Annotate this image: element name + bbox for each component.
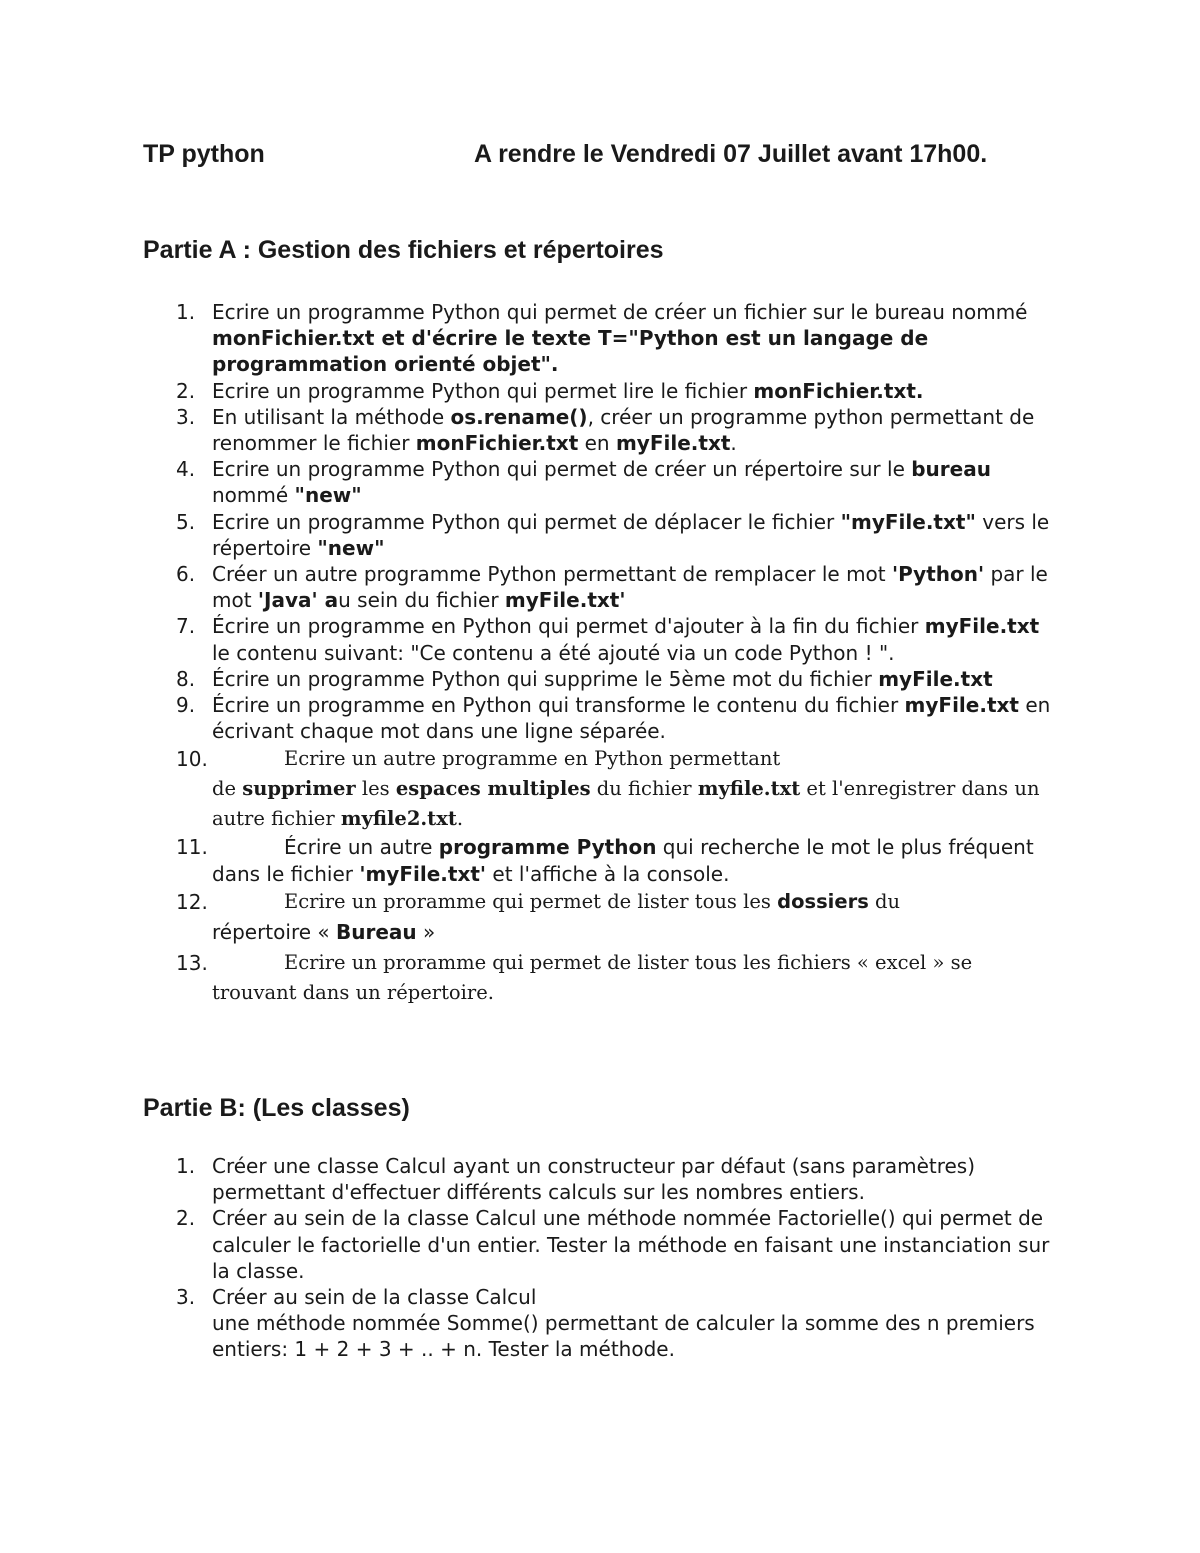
list-item: 1. Ecrire un programme Python qui permet de créer un fichier sur le bureau nommé monFichier.txt et d'écrire le texte T="Python est un langage de programmation orienté objet".: [176, 300, 1028, 377]
item-number: 7.: [176, 614, 196, 639]
item-number: 9.: [176, 693, 196, 718]
item-number: 13.: [176, 950, 208, 975]
list-item: 5. Ecrire un programme Python qui permet de déplacer le fichier "myFile.txt" vers le répertoire "new": [176, 509, 1050, 560]
list-item: 1. Créer une classe Calcul ayant un constructeur par défaut (sans paramètres) permettant d'effectuer différents calculs sur les nombres entiers.: [176, 1154, 976, 1205]
item-number: 4.: [176, 457, 196, 482]
list-item: 7. Écrire un programme en Python qui permet d'ajouter à la fin du fichier myFile.txt le contenu suivant: "Ce contenu a été ajouté via un code Python ! ".: [176, 614, 1040, 665]
item-number: 10.: [176, 747, 208, 772]
list-item: 11. Écrire un autre programme Python qui recherche le mot le plus fréquent dans le fichier 'myFile.txt' et l'affiche à la console.: [176, 835, 1034, 886]
list-item: 12. Ecrire un proramme qui permet de lister tous les dossiers du répertoire « Bureau »: [0, 887, 1060, 948]
list-item: 13. Ecrire un proramme qui permet de lister tous les fichiers « excel » se trouvant dans un répertoire.: [0, 948, 1060, 1008]
item-number: 1.: [176, 1154, 196, 1178]
list-item: 4. Ecrire un programme Python qui permet de créer un répertoire sur le bureau nommé "new": [176, 457, 991, 508]
header-left: TP python: [143, 140, 265, 168]
list-item: 8. Écrire un programme Python qui supprime le 5ème mot du fichier myFile.txt: [176, 666, 993, 691]
list-item: 9. Écrire un programme en Python qui transforme le contenu du fichier myFile.txt en écrivant chaque mot dans une ligne séparée.: [176, 693, 1051, 744]
part-b-list: [0, 1153, 1060, 1363]
list-item: 3. En utilisant la méthode os.rename(), créer un programme python permettant de renommer le fichier monFichier.txt en myFile.txt.: [176, 404, 1035, 456]
list-item: 3. Créer au sein de la classe Calcul une méthode nommée Somme() permettant de calculer la somme des n premiers entiers: 1 + 2 + 3 + .. + n. Tester la méthode.: [176, 1285, 1035, 1362]
item-number: 6.: [176, 562, 196, 587]
list-item: 6. Créer un autre programme Python permettant de remplacer le mot 'Python' par le mot 'Java' au sein du fichier myFile.txt': [176, 562, 1048, 613]
item-number: 2.: [176, 378, 196, 403]
item-number: 12.: [176, 889, 208, 914]
item-number: 8.: [176, 666, 196, 691]
document-header: [143, 140, 1063, 169]
item-number: 1.: [176, 300, 196, 324]
part-a-list: [0, 299, 1060, 1008]
list-item: 2. Ecrire un programme Python qui permet lire le fichier monFichier.txt.: [176, 378, 924, 403]
list-item: 10. Ecrire un autre programme en Python permettant de supprimer les espaces multiples du fichier myfile.txt et l'enregistrer dans un autre fichier myfile2.txt.: [0, 744, 1060, 834]
part-a-title: Partie A : Gestion des fichiers et répertoires: [143, 236, 664, 264]
item-number: 5.: [176, 509, 196, 534]
list-item: 2. Créer au sein de la classe Calcul une méthode nommée Factorielle() qui permet de calculer le factorielle d'un entier. Tester la méthode en faisant une instanciation sur la classe.: [176, 1206, 1050, 1283]
item-number: 2.: [176, 1206, 196, 1231]
item-number: 3.: [176, 404, 196, 429]
item-number: 11.: [176, 835, 208, 860]
item-number: 3.: [176, 1285, 196, 1310]
part-b-title: Partie B: (Les classes): [143, 1094, 410, 1122]
header-right: A rendre le Vendredi 07 Juillet avant 17h00.: [474, 140, 988, 168]
